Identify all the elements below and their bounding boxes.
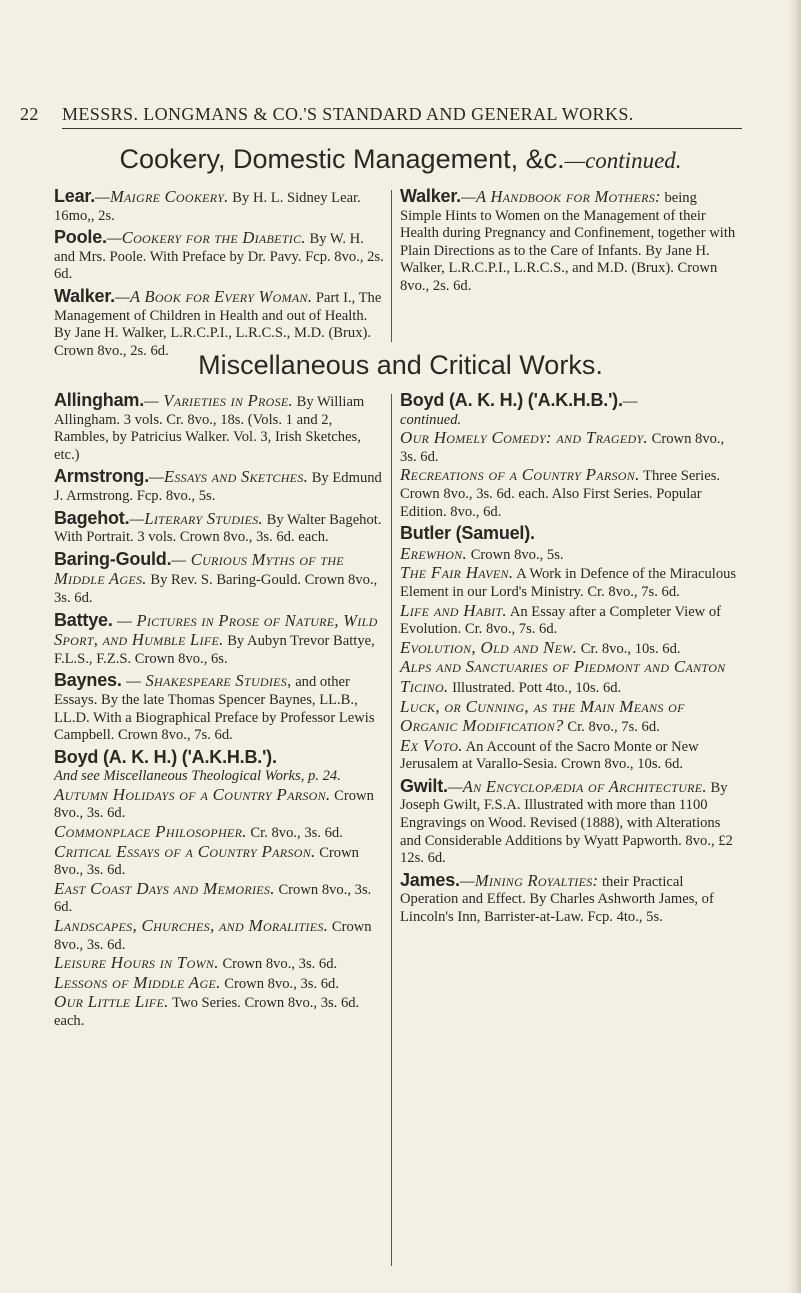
entry-title: —Cookery for the Diabetic. bbox=[106, 228, 306, 248]
entry-author: Allingham. bbox=[54, 390, 145, 410]
entry-head bbox=[400, 869, 740, 927]
book-entry bbox=[54, 188, 384, 225]
entry-head bbox=[54, 609, 384, 669]
sub-entry-details: Crown 8vo., 3s. 6d. bbox=[54, 787, 374, 822]
sub-entry-details: Cr. 8vo., 10s. 6d. bbox=[580, 640, 681, 657]
sub-entry bbox=[54, 954, 384, 974]
sub-entry bbox=[400, 466, 740, 521]
sub-entry-title: Leisure Hours in Town. bbox=[54, 953, 219, 973]
entry-head bbox=[54, 468, 384, 505]
entry-title: —An Encyclopædia of Architecture. bbox=[447, 776, 707, 796]
entry-author: Bagehot. bbox=[54, 507, 130, 528]
running-title: MESSRS. LONGMANS & CO.'S STANDARD AND GENERAL WORKS. bbox=[62, 104, 634, 124]
sub-entry-title: Our Little Life. bbox=[54, 992, 169, 1012]
sub-entry-title: Luck, or Cunning, as the Main Means of Organic Modification? bbox=[400, 696, 685, 736]
sub-entry-details: A Work in Defence of the Miraculous Element in our Lord's Ministry. Cr. 8vo., 7s. 6d. bbox=[400, 566, 737, 600]
book-entry bbox=[54, 746, 384, 1031]
sub-entry bbox=[54, 786, 384, 823]
entry-details: By W. H. and Mrs. Poole. With Preface by Dr. Pavy. Fcp. 8vo., 2s. 6d. bbox=[54, 231, 384, 283]
sub-entry-title: Commonplace Philosopher. bbox=[54, 822, 247, 842]
section-heading-text: Cookery, Domestic Management, &c. bbox=[119, 144, 565, 174]
sub-entry-title: Ex Voto. bbox=[400, 735, 463, 755]
sub-entry bbox=[54, 993, 384, 1030]
sub-entry-details: Cr. 8vo., 7s. 6d. bbox=[567, 719, 660, 736]
book-entry bbox=[400, 392, 740, 521]
entry-title: —Mining Royalties: bbox=[459, 870, 599, 890]
column-divider bbox=[391, 394, 392, 1266]
entry-details: By Edmund J. Armstrong. Fcp. 8vo., 5s. bbox=[54, 470, 382, 504]
sub-entry bbox=[54, 880, 384, 917]
entry-title: —Maigre Cookery. bbox=[95, 187, 229, 206]
entry-details: By Rev. S. Baring-Gould. Crown 8vo., 3s. 6d. bbox=[54, 572, 378, 606]
book-entry bbox=[54, 609, 384, 669]
entry-title: —Literary Studies. bbox=[129, 508, 263, 528]
entry-details: By William Allingham. 3 vols. Cr. 8vo., 18s. (Vols. 1 and 2, Rambles, by Patricius Walker. Vol. 3, Irish Sketches, etc.) bbox=[54, 394, 365, 463]
sub-entry-details: Crown 8vo., 3s. 6d. bbox=[54, 844, 359, 879]
sub-entry-details: Crown 8vo., 5s. bbox=[470, 546, 564, 563]
cookery-left-column bbox=[54, 188, 384, 364]
sub-entry bbox=[54, 917, 384, 954]
entry-title: — Varieties in Prose. bbox=[144, 391, 293, 410]
section-heading-cookery bbox=[0, 144, 801, 175]
sub-entry-title: Landscapes, Churches, and Moralities. bbox=[54, 916, 329, 936]
entry-author: Gwilt. bbox=[400, 775, 448, 796]
sub-entry-details: Crown 8vo., 3s. 6d. bbox=[224, 975, 340, 992]
sub-entry-details: Two Series. Crown 8vo., 3s. 6d. each. bbox=[54, 995, 360, 1029]
book-entry bbox=[400, 775, 740, 868]
page-edge bbox=[787, 0, 801, 1293]
sub-entry bbox=[400, 639, 740, 659]
sub-entry bbox=[54, 843, 384, 880]
entry-details: By Walter Bagehot. With Portrait. 3 vols. Crown 8vo., 3s. 6d. each. bbox=[54, 511, 382, 546]
entry-head bbox=[54, 746, 384, 769]
entry-title: — bbox=[622, 391, 638, 410]
sub-entry-details: Crown 8vo., 3s. 6d. bbox=[54, 919, 372, 953]
entry-author: Walker. bbox=[400, 186, 461, 206]
entry-head bbox=[54, 229, 384, 284]
cookery-right-column bbox=[400, 188, 740, 300]
entry-title: —Essays and Sketches. bbox=[149, 467, 309, 487]
sub-entry-details: Three Series. Crown 8vo., 3s. 6d. each. Also First Series. Popular Edition. 8vo., 6d. bbox=[400, 468, 721, 520]
entry-author: Baynes. bbox=[54, 670, 122, 691]
sub-entry-details: Crown 8vo., 3s. 6d. bbox=[54, 881, 372, 916]
entry-note: continued. bbox=[400, 411, 462, 428]
sub-entry-title: East Coast Days and Memories. bbox=[54, 878, 275, 898]
book-entry bbox=[400, 188, 740, 296]
sub-entry-details: Crown 8vo., 3s. 6d. bbox=[222, 956, 338, 973]
section-heading-text: Miscellaneous and Critical Works. bbox=[198, 350, 603, 380]
entry-head bbox=[54, 392, 384, 464]
entry-author: Boyd (A. K. H.) ('A.K.H.B.'). bbox=[400, 390, 623, 410]
page-number: 22 bbox=[20, 104, 39, 124]
entry-title: — Shakespeare Studies, bbox=[121, 671, 292, 691]
entry-head bbox=[54, 507, 384, 547]
sub-entry bbox=[400, 429, 740, 466]
entry-head bbox=[400, 775, 740, 868]
sub-entry-title: Erewhon. bbox=[400, 543, 468, 563]
sub-entry-title: The Fair Haven. bbox=[400, 563, 514, 583]
sub-entry-title: Our Homely Comedy: and Tragedy. bbox=[400, 428, 648, 448]
running-head bbox=[20, 104, 780, 125]
entry-author: James. bbox=[400, 869, 460, 890]
entry-note: And see Miscellaneous Theological Works, p. 24. bbox=[54, 768, 341, 785]
sub-entry bbox=[400, 564, 740, 601]
entry-details: being Simple Hints to Women on the Management of their Health during Pregnancy and Confinement, together with Plain Directions as to the Care of Infants. By Jane H. Walker, L.R.C.P.I., L.R.C.S., and M.D. (Brux). Crown 8vo., 2s. 6d. bbox=[400, 190, 736, 294]
sub-entry-details: Illustrated. Pott 4to., 10s. 6d. bbox=[452, 679, 622, 696]
column-divider bbox=[391, 190, 392, 342]
entry-head bbox=[400, 188, 740, 296]
sub-entry-title: Alps and Sanctuaries of Piedmont and Canton Ticino. bbox=[400, 657, 726, 696]
section-heading-continued: —continued. bbox=[564, 148, 682, 173]
sub-entry bbox=[400, 545, 740, 565]
section-heading-miscellaneous bbox=[0, 350, 801, 381]
entry-details: and other Essays. By the late Thomas Spencer Baynes, LL.B., LL.D. With a Biographical Preface by Professor Lewis Campbell. Crown 8vo., 7s. 6d. bbox=[54, 674, 375, 744]
book-entry bbox=[54, 672, 384, 744]
entry-author: Lear. bbox=[54, 186, 96, 206]
sub-entry bbox=[400, 658, 740, 697]
entry-author: Butler (Samuel). bbox=[400, 523, 535, 544]
entry-head bbox=[400, 525, 740, 545]
sub-entry bbox=[54, 974, 384, 994]
sub-entry-details: Cr. 8vo., 3s. 6d. bbox=[250, 825, 343, 842]
sub-entry-details: An Account of the Sacro Monte or New Jerusalem at Varallo-Sesia. Crown 8vo., 10s. 6d. bbox=[400, 738, 699, 773]
entry-head bbox=[54, 548, 384, 608]
sub-entry bbox=[54, 823, 384, 843]
entry-head bbox=[400, 392, 740, 412]
entry-author: Battye. bbox=[54, 609, 113, 630]
entry-head bbox=[54, 672, 384, 744]
entry-details: their Practical Operation and Effect. By Charles Ashworth James, of Lincoln's Inn, Barrister-at-Law. Fcp. 4to., 5s. bbox=[400, 873, 714, 926]
sub-entry-title: Evolution, Old and New. bbox=[400, 637, 578, 657]
entry-details: By H. L. Sidney Lear. 16mo,, 2s. bbox=[54, 190, 361, 224]
book-entry bbox=[400, 869, 740, 927]
entry-author: Baring-Gould. bbox=[54, 548, 172, 569]
book-entry bbox=[54, 548, 384, 608]
book-entry bbox=[54, 229, 384, 284]
book-entry bbox=[54, 468, 384, 505]
sub-entry-title: Life and Habit. bbox=[400, 600, 507, 620]
entry-title: — Pictures in Prose of Nature, Wild Sport, and Humble Life. bbox=[54, 610, 378, 650]
sub-entry-title: Recreations of a Country Parson. bbox=[400, 465, 640, 485]
book-entry bbox=[54, 392, 384, 464]
entry-author: Armstrong. bbox=[54, 466, 150, 487]
sub-entry bbox=[400, 737, 740, 774]
book-entry bbox=[54, 507, 384, 547]
header-rule bbox=[62, 128, 742, 129]
entry-details: By Joseph Gwilt, F.S.A. Illustrated with more than 1100 Engravings on Wood. Revised (1888), with Alterations and Considerable Additions by Wyatt Papworth. 8vo., £2 12s. 6d. bbox=[400, 779, 733, 867]
misc-right-column bbox=[400, 392, 740, 931]
sub-entry-title: Critical Essays of a Country Parson. bbox=[54, 841, 316, 861]
sub-entry-title: Autumn Holidays of a Country Parson. bbox=[54, 784, 331, 804]
entry-author: Poole. bbox=[54, 227, 107, 248]
sub-entry-title: Lessons of Middle Age. bbox=[54, 972, 221, 992]
sub-entry-details: An Essay after a Completer View of Evolution. Cr. 8vo., 7s. 6d. bbox=[400, 603, 722, 638]
sub-entry bbox=[400, 602, 740, 639]
entry-title: —A Book for Every Woman. bbox=[114, 286, 313, 306]
entry-author: Boyd (A. K. H.) ('A.K.H.B.'). bbox=[54, 746, 277, 767]
entry-title: — Curious Myths of the Middle Ages. bbox=[54, 549, 344, 589]
misc-left-column bbox=[54, 392, 384, 1035]
sub-entry-details: Crown 8vo., 3s. 6d. bbox=[400, 431, 725, 465]
entry-title: —A Handbook for Mothers: bbox=[460, 187, 661, 206]
book-entry bbox=[400, 525, 740, 774]
sub-entry bbox=[400, 698, 740, 737]
entry-details: By Aubyn Trevor Battye, F.L.S., F.Z.S. Crown 8vo., 6s. bbox=[54, 633, 375, 667]
entry-head bbox=[54, 188, 384, 225]
entry-details: Part I., The Management of Children in Health and out of Health. By Jane H. Walker, L.R.C.P.I., L.R.C.S., M.D. (Brux). Crown 8vo., 2s. 6d. bbox=[54, 289, 382, 359]
entry-author: Walker. bbox=[54, 285, 115, 306]
